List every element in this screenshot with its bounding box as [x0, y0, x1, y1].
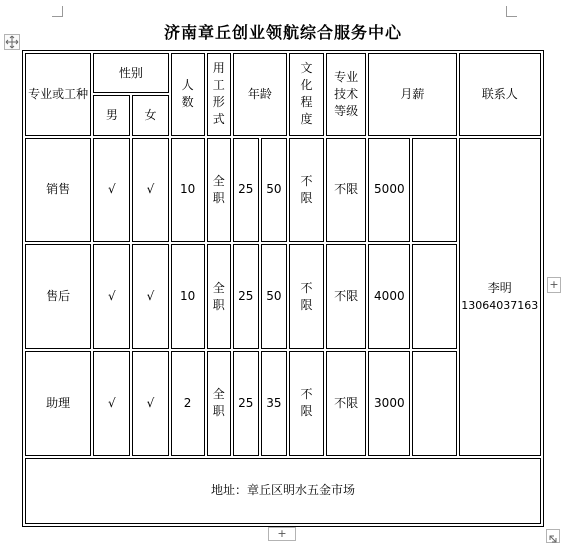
- cell-major: 销售: [25, 138, 91, 243]
- table-move-handle-icon[interactable]: [4, 34, 20, 50]
- cell-major: 助理: [25, 351, 91, 456]
- cell-male: √: [93, 244, 130, 349]
- header-contact: 联系人: [459, 53, 541, 136]
- cell-employment-type: 全职: [207, 138, 231, 243]
- header-age: 年龄: [233, 53, 287, 136]
- add-column-button[interactable]: +: [547, 277, 561, 293]
- cell-salary: 3000: [368, 351, 410, 456]
- cell-education: 不限: [289, 351, 324, 456]
- cell-count: 10: [171, 244, 205, 349]
- header-employment-type: 用工形式: [207, 53, 231, 136]
- contact-name: 李明: [487, 280, 512, 295]
- cell-age-min: 25: [233, 244, 259, 349]
- header-female: 女: [132, 95, 168, 135]
- page-corner-mark-right: [506, 6, 517, 17]
- cell-salary: 5000: [368, 138, 410, 243]
- header-education: 文化程度: [289, 53, 324, 136]
- header-gender: 性别: [93, 53, 168, 93]
- cell-male: √: [93, 138, 130, 243]
- cell-female: √: [132, 351, 168, 456]
- cell-age-min: 25: [233, 138, 259, 243]
- header-male: 男: [93, 95, 130, 135]
- cell-age-min: 25: [233, 351, 259, 456]
- add-row-button[interactable]: +: [268, 527, 296, 541]
- cell-female: √: [132, 244, 168, 349]
- cell-skill: 不限: [326, 244, 366, 349]
- page-corner-mark-left: [52, 6, 63, 17]
- cell-male: √: [93, 351, 130, 456]
- cell-education: 不限: [289, 244, 324, 349]
- cell-major: 售后: [25, 244, 91, 349]
- cell-count: 10: [171, 138, 205, 243]
- cell-female: √: [132, 138, 168, 243]
- table-resize-handle-icon[interactable]: [546, 529, 560, 543]
- cell-salary-extra: [412, 351, 456, 456]
- header-salary: 月薪: [368, 53, 456, 136]
- cell-skill: 不限: [326, 351, 366, 456]
- cell-skill: 不限: [326, 138, 366, 243]
- header-skill-level: 专业技术等级: [326, 53, 366, 136]
- cell-salary-extra: [412, 244, 456, 349]
- cell-employment-type: 全职: [207, 351, 231, 456]
- cell-education: 不限: [289, 138, 324, 243]
- header-major: 专业或工种: [25, 53, 91, 136]
- cell-age-max: 50: [261, 244, 287, 349]
- table-row: [25, 138, 541, 243]
- header-count: 人数: [171, 53, 205, 136]
- cell-count: 2: [171, 351, 205, 456]
- cell-employment-type: 全职: [207, 244, 231, 349]
- cell-salary-extra: [412, 138, 456, 243]
- document-title: 济南章丘创业领航综合服务中心: [163, 23, 402, 42]
- contact-phone: 13064037163: [461, 298, 539, 312]
- recruitment-table: [22, 50, 544, 527]
- cell-age-max: 35: [261, 351, 287, 456]
- cell-age-max: 50: [261, 138, 287, 243]
- cell-salary: 4000: [368, 244, 410, 349]
- address-cell: 地址：章丘区明水五金市场: [25, 458, 541, 524]
- cell-contact: [459, 138, 541, 456]
